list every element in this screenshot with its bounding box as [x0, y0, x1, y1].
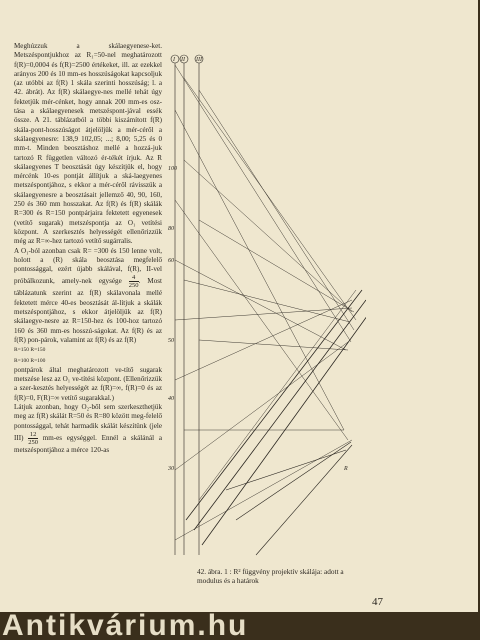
fraction-2-numerator: 12 — [29, 430, 37, 438]
page-number: 47 — [372, 596, 383, 608]
body-text — [14, 42, 162, 455]
scale-mark-30: 30 — [168, 466, 174, 472]
axis-label-II: II — [181, 57, 185, 63]
figure-caption: 42. ábra. 1 : R² függvény projektív skálája: adott a modulus és a határok — [197, 567, 344, 585]
paragraph-2-part-b: . Most táblázatunk szerint az f(R) skálavonala mellé fektetett mérce 40-es beosztását ál-lítjuk a skálák metszéspontjához, s ekkor átjelöljük az f(R) skálaegye-nesre az R=150-hez és 100-hoz tartozó 160 és 360 mm-es hosszú-ságokat. Az f(R) és az f(R) pon-párok, valamint az f(R) és az f(R) — [14, 277, 162, 344]
scale-mark-40: 40 — [168, 396, 174, 402]
lower-scale-segments — [226, 442, 352, 555]
scale-mark-80: 80 — [168, 226, 174, 232]
paragraph-2-part-c: pontpárok által meghatározott ve-títő sugarak metszése lesz az O₁ ve-títési központ. (Ellenőrizzük a szer-kesztés helyességét az f(R)=∞, f(R)=0 és az f(R)=0, F(R)=∞ vetítő sugarakkal.) — [14, 365, 162, 402]
fraction-2 — [28, 431, 38, 446]
axis-label-I: I — [173, 57, 175, 63]
paragraph-2-part-a: A O₁-ból azonban csak R= =300 és 150 lenne volt, holott a (R) skála beosztása megfelelő pontossággal, ezért újabb skálával, f(R), II-vel próbálkozunk, amely-nek egysége — [14, 246, 162, 286]
subscript-line-2: R=100 R=100 — [14, 357, 46, 364]
projective-scale-figure — [166, 50, 366, 610]
fraction-1 — [129, 274, 139, 289]
axis-label-III: III — [196, 57, 202, 63]
scale-mark-60: 60 — [168, 258, 174, 264]
vertical-axes — [175, 63, 199, 555]
scale-mark-50: 50 — [168, 338, 174, 344]
watermark: Antikvárium.hu — [2, 612, 249, 640]
paragraph-3 — [14, 403, 162, 455]
projection-rays — [175, 65, 356, 540]
paragraph-2 — [14, 247, 162, 403]
axis-label-markers — [171, 55, 203, 63]
paragraph-1: Meghúzzuk a skálaegyenese-ket. Metszéspontjukhoz az R₁=50-nel meghatározott f(R)=0,0004 és f(R)=2500 értékeket, ill. az ezekkel arányos 200 és 10 mm-es hosszúságokat kapcsoljuk (az utóbbi az f(R) 1 skála szerinti hosszúság; l. a 42. ábrát). Az f(R) skálaegye-nes mellé tehát úgy fektetjük mér-cénket, hogy annak 200 mm-es osz-tása a skálaegyenesek metszéspont-jával essék össze. A 21. táblázatból a többi kiszámított f(R) skála-pont-hosszúságot átjelöljük a mér-céről a skálaegyenesre: 138,9 102,05; ...; 8,00; 5,25 és 0 mm-t. Minden beosztáshoz mellé a hozzá-juk tartozó R független változó ér-tékét írjuk. Az R skálaegyenes T beosztását úgy készítjük el, hogy mércénk 10-es pontját állítjuk a ská-laegyenes metszéspontjához, s ekkor a mér-céről rávisszük a skálaegyenesre a beosztásait jellemző 40, 90, 160, 250 és 360 mm hosszakat. Az f(R) és f(R) skálák R=300 és R=150 pontpárjaira fektetett egyenesek (vetítő sugarak) metszéspontja az O₁ vetítési központ. A szerkesztés helyességét ellenőrizzük még az R=∞-hez tartozó vetítő sugárralis. — [14, 42, 162, 246]
fraction-1-denominator: 250 — [128, 282, 139, 290]
paragraph-3-part-a: Látjuk azonban, hogy O₂-ből sem szerkeszthetjük meg az f(R) skálát R=50 és R=80 között meg-felelő pontossággal, tehát harmadik skálát készítünk (jele III) — [14, 402, 162, 442]
paragraph-3-part-b: mm-es egységgel. Ennél a skálánál a metszéspontjához a mérce 120-as — [14, 434, 162, 454]
fraction-1-numerator: 4 — [129, 274, 139, 282]
subscript-line-1: R=150 R=150 — [14, 347, 46, 354]
fraction-2-denominator: 250 — [28, 438, 38, 446]
slanted-scale-lines — [186, 290, 366, 545]
scale-mark-R: R — [344, 466, 348, 472]
scale-mark-100: 100 — [168, 166, 177, 172]
